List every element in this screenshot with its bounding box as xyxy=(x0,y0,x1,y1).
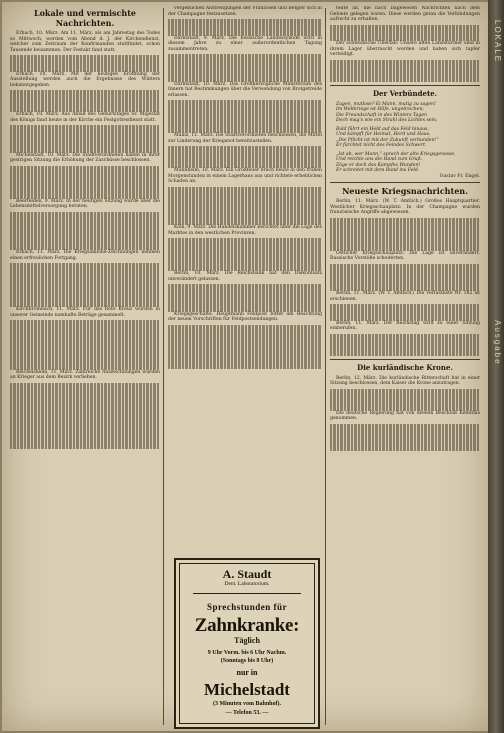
article-paragraph: Darmstadt, 9. März. Die hessische Landessynode wird in diesem Jahre zu einer außerordentlichen Tagung zusammentreten. xyxy=(168,35,322,52)
ad-town: Michelstadt xyxy=(204,680,290,699)
poem-line: Und kämpft für Heimat, Herd und Haus. xyxy=(336,132,431,137)
text-line xyxy=(330,446,480,452)
heading-poem: Der Verbündete. xyxy=(372,88,438,98)
poem xyxy=(330,102,480,180)
ad-headline: Sprechstunden für xyxy=(206,602,288,612)
text-line xyxy=(10,193,160,199)
article-paragraph: teilte an, die nach Dagewesen Nachrichten nach dem Gebiete gelegen waren. Diese werden getan die Verbindungen aufrecht zu erhalten. xyxy=(330,6,480,22)
text-line xyxy=(10,302,160,308)
ad-distance: (3 Minuten vom Bahnhof). xyxy=(212,701,281,707)
text-line xyxy=(330,315,480,321)
article-paragraph: Erbach, 10. März. Mit der heutigen Eröffnung der Ausstellung werden auch die Ergebnisse des Winters bekanntgegeben. xyxy=(10,71,160,88)
poem-line: Zöge er doch des Kampfes Wunden! xyxy=(336,162,421,168)
article-paragraph: Beerfelden, 9. März. In der heutigen Sitzung wurde über die Lebensmittelversorgung beraten. xyxy=(10,198,160,209)
text-line xyxy=(168,266,322,272)
news-paragraph: Berlin, 11. März. (W. T. Amtlich.) Die Verlustliste Nr. 182 ist erschienen. xyxy=(330,291,480,302)
article-paragraph: Reichelsheim, 11. März. Zahlreiche Auszeichnungen wurden an Krieger aus dem Bezirk verliehen. xyxy=(10,369,160,380)
article-paragraph: Darmstadt, 10. März. Das Großherzogliche Ministerium des Innern hat Bestimmungen über die Verwendung von Brotgetreide erlassen. xyxy=(168,81,322,98)
dentist-advertisement xyxy=(174,558,320,729)
text-line xyxy=(10,245,160,251)
poem-line: Doch mag's wie ein Strahl des Lichtes sein. xyxy=(336,118,438,123)
poem-line: Er schreitet mit dem Bund ins Feld. xyxy=(336,168,420,173)
article-paragraph: Erbach, 10. März. Am 11. März, als am Jahrestag des Todes so Mittwoch, werden vom Abend d. J. der Kirchendienst, welcher zum Zeitraum der Konfirmanden stattfindet, schon Tausende beisammen. Der Festakt fand statt. xyxy=(10,31,160,53)
poem-line: „Ist ab, wer Mann,“ sprach der alte Kriegsgenosse, xyxy=(336,151,456,157)
column-rule xyxy=(325,8,326,725)
crown-paragraph: Berlin, 12. März. Die kurländische Ritterschaft hat in einer Sitzung beschlossen, dem Kaiser die Krone anzutragen. xyxy=(330,375,480,386)
ad-name: A. Staudt xyxy=(222,567,272,581)
column-1 xyxy=(10,6,160,727)
column-rule xyxy=(163,8,164,725)
article-paragraph: vergeblichen Anstrengungen der Franzosen und Belgier sich in der Champagne festzusetzen. xyxy=(168,6,322,17)
article-paragraph: Erbach, 10. März. Aus Anlaß des Geburtstages Sr. Majestät des Königs fand heute in der Kirche ein Festgottesdienst statt. xyxy=(10,112,160,123)
poem-line: „Die Pflicht ist mit der Zukunft verbunden!“ xyxy=(336,137,439,143)
text-line xyxy=(10,364,160,370)
poem-line: Die Freundschaft in des Winters Tagen xyxy=(336,112,427,118)
text-line xyxy=(10,107,160,113)
poem-line: Zagen, mutlose? Ei Mann, mutig zu sagen! xyxy=(336,101,436,107)
ad-big-title: Zahnkranke: xyxy=(194,615,300,636)
column-2 xyxy=(168,6,322,551)
column-3 xyxy=(330,6,480,727)
news-paragraph: Berlin, 11. März. (W. T. Amtlich.) Großes Hauptquartier. Westlicher Kriegsschauplatz: In der Champagne wurden französische Angriffe abgewiesen. xyxy=(330,199,480,215)
poem-line: Er fürchtet nicht des Feindes Schwert. xyxy=(336,143,427,148)
newspaper-page xyxy=(2,2,488,731)
text-line xyxy=(330,76,480,82)
ad-only: nur in xyxy=(236,668,258,677)
text-line xyxy=(168,128,322,134)
section-divider xyxy=(330,182,480,183)
binding-edge xyxy=(488,0,504,733)
text-line xyxy=(168,76,322,82)
ad-when: Täglich xyxy=(234,636,260,645)
text-line xyxy=(330,286,480,292)
article-paragraph: Kriegsgeschäfte. Hauptmann Feldpost bittet um Beachtung der neuen Vorschriften für Feldpostsendungen. xyxy=(168,311,322,322)
crown-paragraph: Die deutsche Regierung hat von diesem Beschluß Kenntnis genommen. xyxy=(330,410,480,421)
poem-author: Gustav Fr. Engel. xyxy=(439,173,480,179)
edge-label: Ausgabe xyxy=(493,320,502,366)
text-line xyxy=(168,306,322,312)
text-line xyxy=(10,147,160,153)
text-line xyxy=(330,36,480,42)
article-paragraph: Köln, 9. März. Die Handelskammer berichtet über die Lage des Marktes in den westlichen Provinzen. xyxy=(168,225,322,236)
heading-local-news: Lokale und vermischte Nachrichten. xyxy=(33,8,137,28)
text-line xyxy=(330,245,480,251)
news-paragraph: Berlin, 11. März. Der Reichstag wird zu einer Sitzung einberufen. xyxy=(330,320,480,331)
ad-subtitle: Dent. Laboratorium. xyxy=(224,581,270,587)
article-paragraph: Berlin, 10. März. Die Reichsbank hat den Diskontsatz unverändert gelassen. xyxy=(168,271,322,282)
heading-crown: Die kurländische Krone. xyxy=(357,362,453,372)
heading-war-news: Neueste Kriegsnachrichten. xyxy=(342,186,468,196)
text-line xyxy=(10,443,160,449)
article-paragraph: Mannheim, 10. März. Ein Großfeuer brach heute in den frühen Morgenstunden in einem Lagerhaus aus und richtete erheblichen Schaden an. xyxy=(168,168,322,184)
text-line xyxy=(168,163,322,169)
poem-line: Bald fährt ein Held auf das Feld hinaus, xyxy=(336,126,429,132)
poem-line: Im Weltkriege ist Hilfe, ungebrochen; xyxy=(336,107,424,112)
ad-hours: 9 Uhr Vorm. bis 6 Uhr Nachm. xyxy=(207,650,287,656)
article-paragraph: Erbach, 11. März. Die Kriegsanleihe-Zeichnungen nehmen einen erfreulichen Fortgang. xyxy=(10,250,160,261)
text-line xyxy=(330,350,480,356)
ad-divider xyxy=(193,593,301,594)
section-divider xyxy=(330,85,480,86)
text-line xyxy=(10,66,160,72)
article-paragraph: Der schwedische Überfall: Unsere alten Landstürmer sind in ihrem Lager überrascht worden und haben sich tapfer verteidigt. xyxy=(330,41,480,57)
edge-label: LOKALE xyxy=(493,20,502,64)
text-line xyxy=(330,405,480,411)
article-paragraph: Kirchbrombach, 11. März. Für das Rote Kreuz wurden in unserer Gemeinde namhafte Beträge gesammelt. xyxy=(10,307,160,318)
article-paragraph: Mainz, 11. März. Die Stadtverordneten beschlossen, die Mittel zur Linderung der Kriegsnot bereitzustellen. xyxy=(168,133,322,144)
text-line xyxy=(168,363,322,369)
text-line xyxy=(168,30,322,36)
text-line xyxy=(168,220,322,226)
ad-hours-sub: (Sonntags bis 8 Uhr) xyxy=(220,658,274,664)
poem-line: Und reichte uns die Hand zum Gruß. xyxy=(336,157,423,162)
ad-phone: — Telefon 53. — xyxy=(225,710,269,716)
news-paragraph: Östlicher Kriegsschauplatz: Die Lage ist unverändert. Russische Vorstöße scheiterten. xyxy=(330,250,480,261)
article-paragraph: Michelstadt, 10. März. Die Stadtverordneten haben in ihrer gestrigen Sitzung die Erhöhung der Zuschüsse beschlossen. xyxy=(10,152,160,163)
section-divider xyxy=(330,359,480,360)
